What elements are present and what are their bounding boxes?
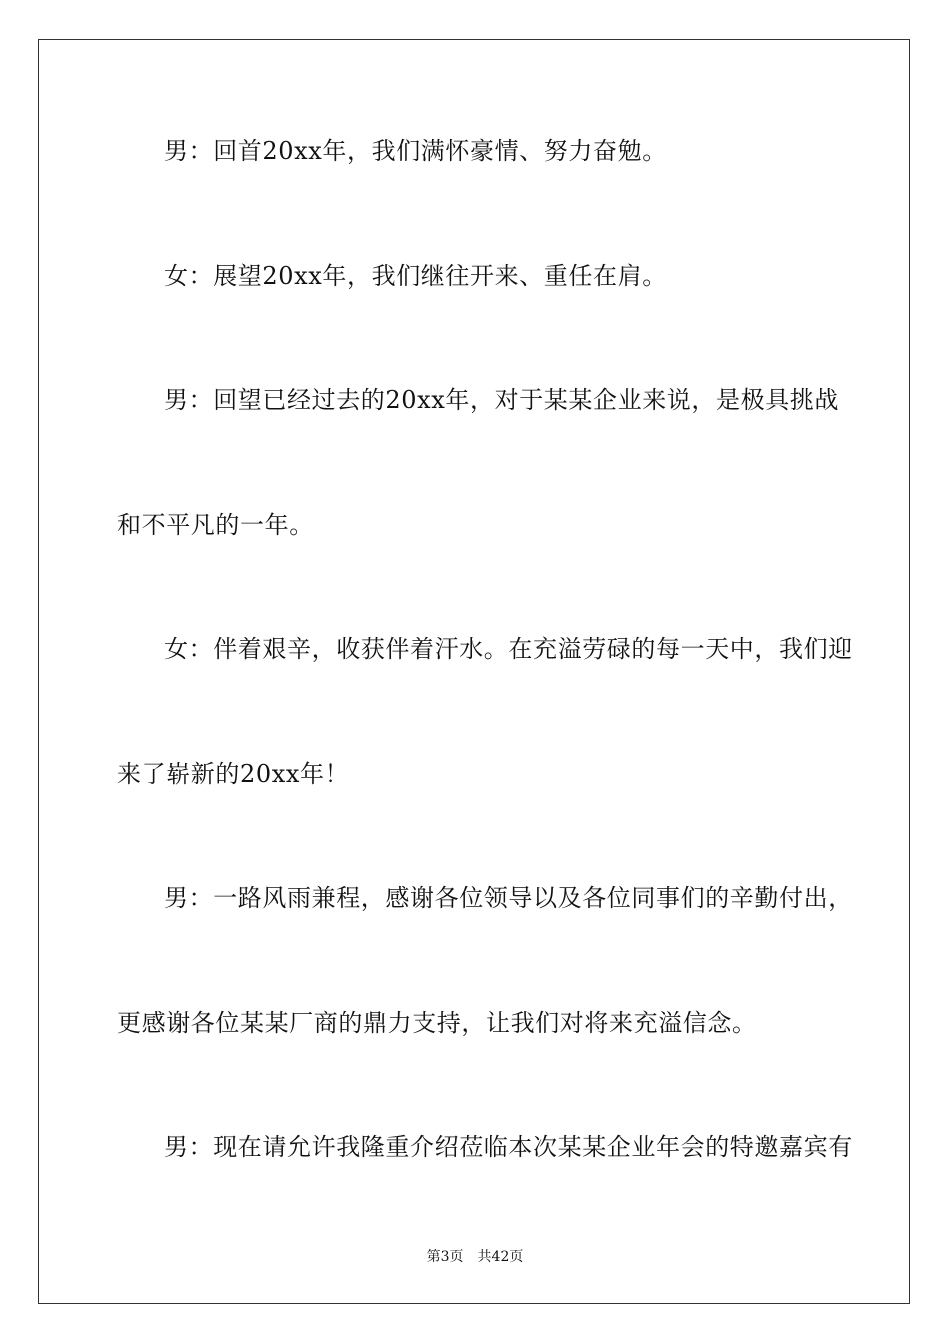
paragraph-line: 来了崭新的20xx年！ bbox=[117, 760, 350, 788]
paragraph-line: 和不平凡的一年。 bbox=[117, 511, 314, 539]
paragraph-line: 男：回首20xx年，我们满怀豪情、努力奋勉。 bbox=[164, 137, 667, 165]
paragraph-line: 男：现在请允许我隆重介绍莅临本次某某企业年会的特邀嘉宾有 bbox=[164, 1133, 853, 1161]
page-footer bbox=[0, 1246, 950, 1266]
page-number: 第3页 bbox=[426, 1249, 464, 1265]
paragraph-line: 更感谢各位某某厂商的鼎力支持，让我们对将来充溢信念。 bbox=[117, 1009, 757, 1037]
paragraph-line: 男：回望已经过去的20xx年，对于某某企业来说，是极具挑战 bbox=[164, 386, 840, 414]
total-pages: 共42页 bbox=[477, 1249, 524, 1265]
page-border bbox=[38, 39, 910, 1304]
paragraph-line: 女：伴着艰辛，收获伴着汗水。在充溢劳碌的每一天中，我们迎 bbox=[164, 635, 853, 663]
paragraph-line: 男：一路风雨兼程，感谢各位领导以及各位同事们的辛勤付出， bbox=[164, 884, 853, 912]
paragraph-line: 女：展望20xx年，我们继往开来、重任在肩。 bbox=[164, 262, 667, 290]
